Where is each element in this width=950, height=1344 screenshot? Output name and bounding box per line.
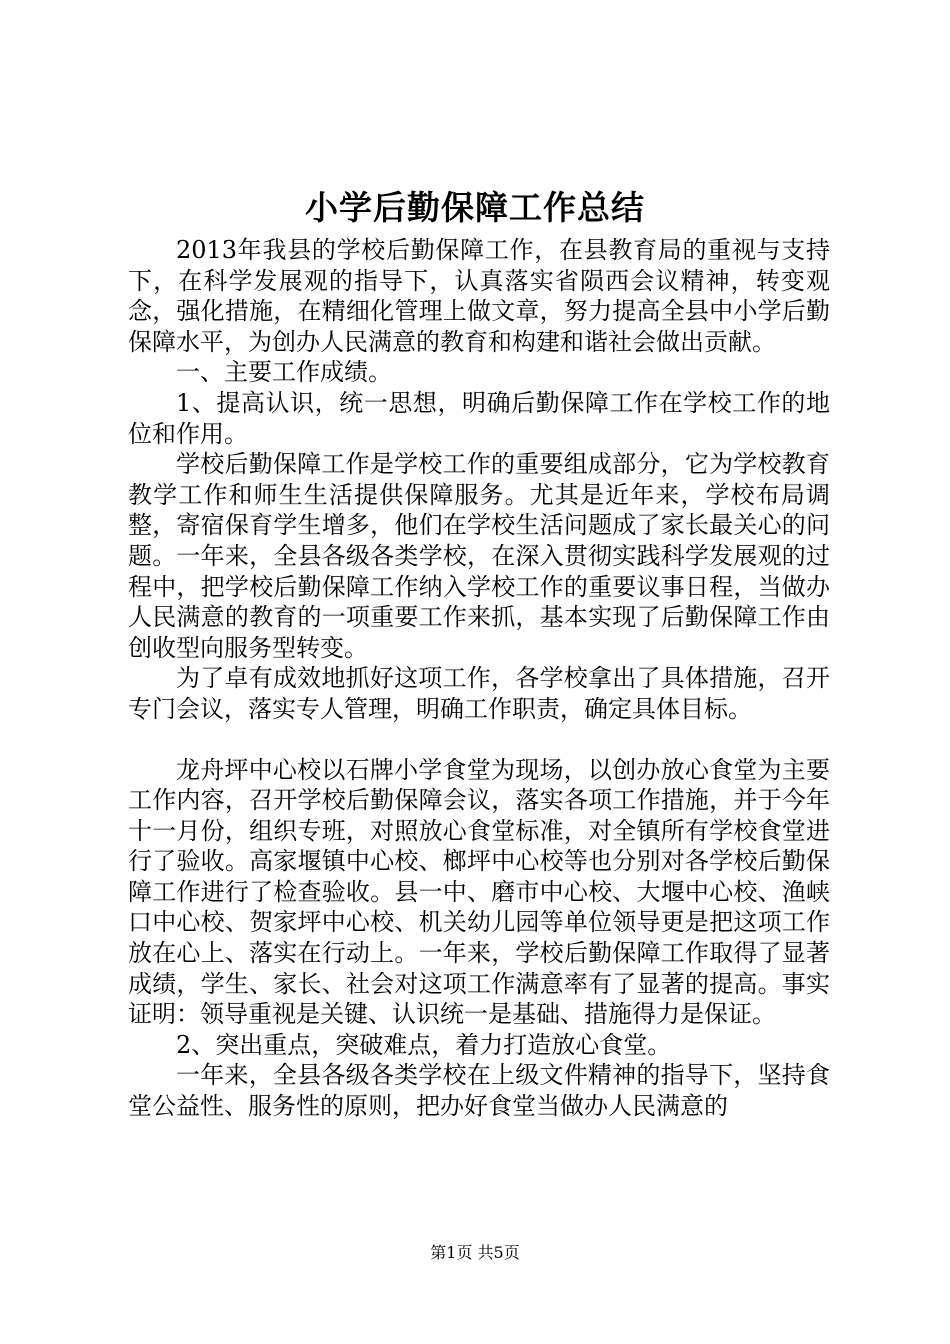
paragraph-measures: 为了卓有成效地抓好这项工作，各学校拿出了具体措施，召开专门会议，落实专人管理，明确工作职责，确定具体目标。 [128,664,830,723]
subheading-1: 1、提高认识，统一思想，明确后勤保障工作在学校工作的地位和作用。 [128,388,830,448]
subheading-2: 2、突出重点，突破难点，着力打造放心食堂。 [176,1030,672,1059]
paragraph-canteen: 一年来，全县各级各类学校在上级文件精神的指导下，坚持食堂公益性、服务性的原则，把办好食堂当做办人民满意的 [128,1061,830,1121]
page-number-footer: 第1页 共5页 [430,1243,520,1262]
paragraph-longzhouping: 龙舟坪中心校以石牌小学食堂为现场，以创办放心食堂为主要工作内容，召开学校后勤保障会议，落实各项工作措施，并于今年十一月份，组织专班，对照放心食堂标准，对全镇所有学校食堂进行了验收。高家堰镇中心校、榔坪中心校等也分别对各学校后勤保障工作进行了检查验收。县一中、磨市中心校、大堰中心校、渔峡口中心校、贺家坪中心校、机关幼儿园等单位领导更是把这项工作放在心上、落实在行动上。一年来，学校后勤保障工作取得了显著成绩，学生、家长、社会对这项工作满意率有了显著的提高。事实证明：领导重视是关键、认识统一是基础、措施得力是保证。 [128,755,830,1029]
section-heading-achievements: 一、主要工作成绩。 [176,358,392,387]
paragraph-intro: 2013年我县的学校后勤保障工作，在县教育局的重视与支持下，在科学发展观的指导下，认真落实省陨西会议精神，转变观念，强化措施，在精细化管理上做文章，努力提高全县中小学后勤保障水平，为创办人民满意的教育和构建和谐社会做出贡献。 [128,236,830,356]
paragraph-logistics-role: 学校后勤保障工作是学校工作的重要组成部分，它为学校教育教学工作和师生生活提供保障服务。尤其是近年来，学校布局调整，寄宿保育学生增多，他们在学校生活问题成了家长最关心的问题。一年来，全县各级各类学校，在深入贯彻实践科学发展观的过程中，把学校后勤保障工作纳入学校工作的重要议事日程，当做办人民满意的教育的一项重要工作来抓，基本实现了后勤保障工作由创收型向服务型转变。 [128,450,830,662]
document-title: 小学后勤保障工作总结 [305,188,645,227]
document-body [128,235,830,1122]
